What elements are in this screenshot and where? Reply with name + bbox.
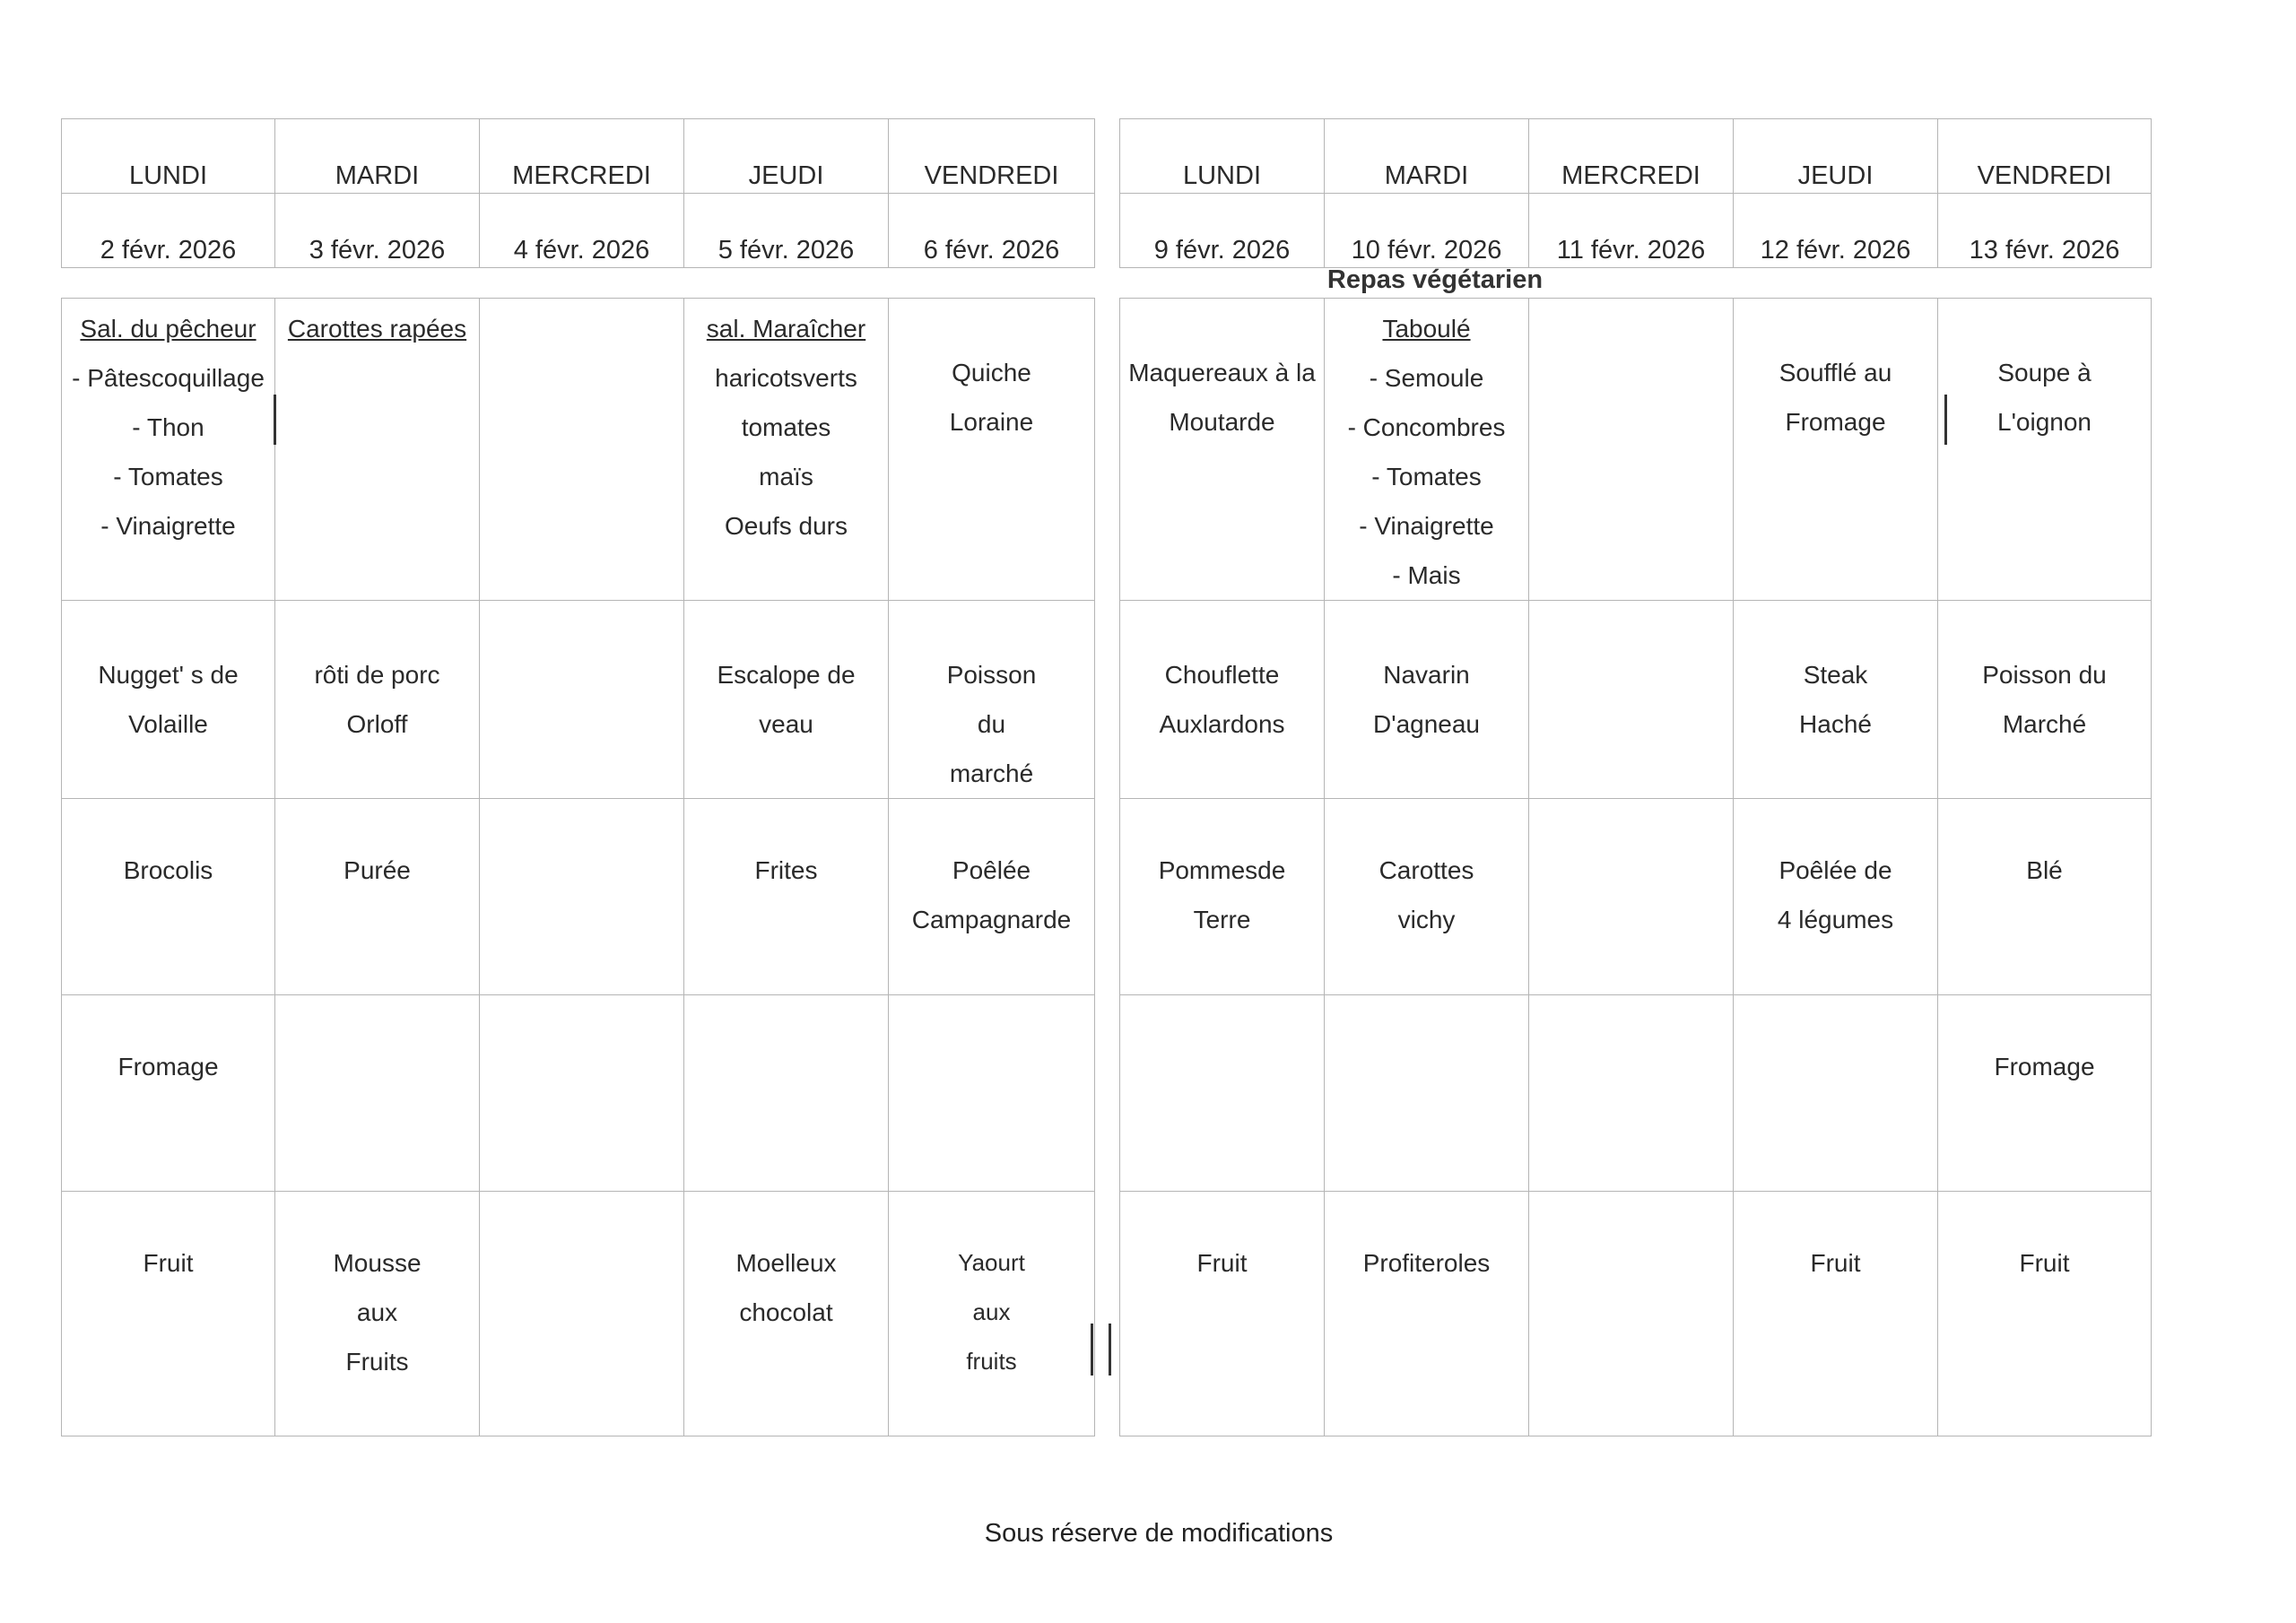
menu-item-line: veau [759, 710, 813, 738]
menu-item-line: 4 légumes [1777, 906, 1894, 933]
desserts-cell [1120, 1192, 1325, 1436]
menu-item-line: chocolat [739, 1298, 833, 1326]
entrees-cell [1938, 299, 2152, 601]
week-gap [1095, 1192, 1120, 1436]
entrees-row [62, 299, 2152, 601]
menu-item-line: Poisson du [1982, 661, 2107, 689]
menu-item-line: Blé [2026, 856, 2063, 884]
menu-item-line: Steak [1803, 661, 1868, 689]
menu-item-line: Loraine [949, 408, 1034, 436]
desserts-cell [275, 1192, 480, 1436]
day-header: VENDREDI [1938, 119, 2152, 194]
menu-item-line: Soupe à [1997, 359, 2092, 386]
menu-item-line: Navarin [1383, 661, 1470, 689]
menu-item-line: Pommesde [1158, 856, 1286, 884]
plats-cell [1120, 601, 1325, 799]
menu-item-line: - Mais [1392, 561, 1461, 589]
fromages-cell [889, 995, 1095, 1192]
menu-item-line: Mousse [333, 1249, 422, 1277]
menu-item-line: Taboulé [1382, 315, 1471, 343]
menu-item-line: - Tomates [113, 463, 223, 490]
entrees-cell [1120, 299, 1325, 601]
day-header: MARDI [1325, 119, 1529, 194]
menu-item-line: - Concombres [1347, 413, 1506, 441]
week-gap [1095, 299, 1120, 601]
menu-item-line: Profiteroles [1362, 1249, 1491, 1277]
menu-item-line: Nugget' s de [98, 661, 239, 689]
desserts-cell [62, 1192, 275, 1436]
entrees-cell [62, 299, 275, 601]
day-header: MARDI [275, 119, 480, 194]
date-header: 12 févr. 2026 [1734, 194, 1938, 268]
days-row [62, 119, 2152, 194]
fromages-cell [275, 995, 480, 1192]
pen-mark [1109, 1324, 1111, 1376]
menu-item-line: Moutarde [1169, 408, 1275, 436]
menu-item-line: - Vinaigrette [100, 512, 236, 540]
menu-item-line: - Tomates [1371, 463, 1482, 490]
vegetarian-meal-label: Repas végétarien [1326, 265, 1544, 294]
menu-item-line: Quiche [952, 359, 1031, 386]
menu-item-line: rôti de porc [314, 661, 440, 689]
desserts-cell [889, 1192, 1095, 1436]
desserts-cell [684, 1192, 889, 1436]
fromages-cell [684, 995, 889, 1192]
entrees-cell [275, 299, 480, 601]
entrees-cell [480, 299, 684, 601]
menu-item-line: sal. Maraîcher [706, 315, 866, 343]
week-gap [1095, 194, 1120, 268]
menu-item-line: Fromage [1785, 408, 1886, 436]
menu-item-line: Escalope de [717, 661, 856, 689]
plats-cell [62, 601, 275, 799]
day-header: LUNDI [62, 119, 275, 194]
legumes-cell [62, 799, 275, 995]
menu-item-line: Orloff [346, 710, 408, 738]
plats-cell [684, 601, 889, 799]
date-header: 3 févr. 2026 [275, 194, 480, 268]
desserts-cell [480, 1192, 684, 1436]
fromages-cell [1120, 995, 1325, 1192]
legumes-cell [889, 799, 1095, 995]
menu-item-line: Campagnarde [911, 906, 1072, 933]
fromages-cell [62, 995, 275, 1192]
menu-item-line: - Vinaigrette [1359, 512, 1494, 540]
menu-item-line: du [977, 710, 1006, 738]
date-header: 10 févr. 2026 [1325, 194, 1529, 268]
pen-mark [274, 395, 276, 445]
menu-item-line: Fruit [143, 1249, 194, 1277]
pen-mark [1944, 395, 1947, 445]
day-header: MERCREDI [480, 119, 684, 194]
plats-row [62, 601, 2152, 799]
date-header: 9 févr. 2026 [1120, 194, 1325, 268]
fromages-cell [1325, 995, 1529, 1192]
plats-cell [275, 601, 480, 799]
menu-item-line: Fromage [117, 1053, 219, 1081]
menu-item-line: - Semoule [1369, 364, 1484, 392]
plats-cell [1529, 601, 1734, 799]
menu-item-line: vichy [1397, 906, 1456, 933]
menu-item-line: Terre [1193, 906, 1251, 933]
day-header: VENDREDI [889, 119, 1095, 194]
menu-item-line: Sal. du pêcheur [80, 315, 257, 343]
menu-table [61, 298, 2152, 1436]
date-header: 6 févr. 2026 [889, 194, 1095, 268]
menu-item-line: Haché [1799, 710, 1872, 738]
dates-row [62, 194, 2152, 268]
menu-item-line: Volaille [128, 710, 208, 738]
week-gap [1095, 799, 1120, 995]
menu-item-line: aux [972, 1298, 1011, 1325]
menu-item-line: Maquereaux à la [1128, 359, 1316, 386]
fromages-cell [480, 995, 684, 1192]
menu-item-line: haricotsverts [715, 364, 857, 392]
day-header: LUNDI [1120, 119, 1325, 194]
menu-item-line: maïs [759, 463, 813, 490]
fromages-cell [1529, 995, 1734, 1192]
menu-item-line: Frites [754, 856, 818, 884]
menu-item-line: Brocolis [123, 856, 213, 884]
plats-cell [889, 601, 1095, 799]
legumes-cell [1938, 799, 2152, 995]
menu-item-line: Poêlée [952, 856, 1031, 884]
fromages-cell [1734, 995, 1938, 1192]
menu-item-line: - Pâtescoquillage [72, 364, 265, 392]
date-header: 11 févr. 2026 [1529, 194, 1734, 268]
plats-cell [1734, 601, 1938, 799]
legumes-cell [1120, 799, 1325, 995]
date-header: 5 févr. 2026 [684, 194, 889, 268]
menu-item-line: Oeufs durs [725, 512, 848, 540]
menu-item-line: aux [356, 1298, 398, 1326]
week-gap [1095, 601, 1120, 799]
legumes-cell [684, 799, 889, 995]
plats-cell [480, 601, 684, 799]
day-header: MERCREDI [1529, 119, 1734, 194]
legumes-cell [275, 799, 480, 995]
week-gap [1095, 995, 1120, 1192]
menu-item-line: tomates [741, 413, 831, 441]
desserts-row [62, 1192, 2152, 1436]
plats-cell [1325, 601, 1529, 799]
menu-item-line: Fruit [2019, 1249, 2070, 1277]
plats-cell [1938, 601, 2152, 799]
date-header: 13 févr. 2026 [1938, 194, 2152, 268]
menu-item-line: Purée [344, 856, 411, 884]
legumes-cell [480, 799, 684, 995]
menu-item-line: fruits [966, 1348, 1017, 1375]
fromages-cell [1938, 995, 2152, 1192]
menu-item-line: Moelleux [735, 1249, 837, 1277]
desserts-cell [1325, 1192, 1529, 1436]
entrees-cell [1325, 299, 1529, 601]
menu-item-line: D'agneau [1373, 710, 1480, 738]
menu-item-line: Fruit [1196, 1249, 1248, 1277]
desserts-cell [1529, 1192, 1734, 1436]
legumes-cell [1325, 799, 1529, 995]
desserts-cell [1938, 1192, 2152, 1436]
entrees-cell [1529, 299, 1734, 601]
entrees-cell [889, 299, 1095, 601]
entrees-cell [1734, 299, 1938, 601]
entrees-cell [684, 299, 889, 601]
menu-item-line: Poisson [946, 661, 1037, 689]
day-header: JEUDI [684, 119, 889, 194]
menu-item-line: Carottes rapées [287, 315, 467, 343]
date-header: 4 févr. 2026 [480, 194, 684, 268]
menu-item-line: Poêlée de [1779, 856, 1892, 884]
legumes-row [62, 799, 2152, 995]
menu-item-line: Auxlardons [1159, 710, 1285, 738]
legumes-cell [1529, 799, 1734, 995]
pen-mark [1091, 1324, 1093, 1376]
desserts-cell [1734, 1192, 1938, 1436]
menu-item-line: Yaourt [958, 1249, 1025, 1276]
fromages-row [62, 995, 2152, 1192]
menu-item-line: Carottes [1378, 856, 1474, 884]
date-header: 2 févr. 2026 [62, 194, 275, 268]
menu-item-line: Marché [2002, 710, 2087, 738]
footer-note: Sous réserve de modifications [984, 1519, 1334, 1548]
menu-item-line: Soufflé au [1779, 359, 1892, 386]
header-table [61, 118, 2152, 268]
menu-item-line: L'oignon [1997, 408, 2092, 436]
week-gap [1095, 119, 1120, 194]
menu-item-line: Fruits [345, 1348, 409, 1376]
menu-item-line: Fruit [1810, 1249, 1861, 1277]
menu-item-line: marché [949, 759, 1034, 787]
day-header: JEUDI [1734, 119, 1938, 194]
menu-item-line: Chouflette [1164, 661, 1280, 689]
menu-item-line: - Thon [132, 413, 204, 441]
menu-item-line: Fromage [1994, 1053, 2095, 1081]
legumes-cell [1734, 799, 1938, 995]
